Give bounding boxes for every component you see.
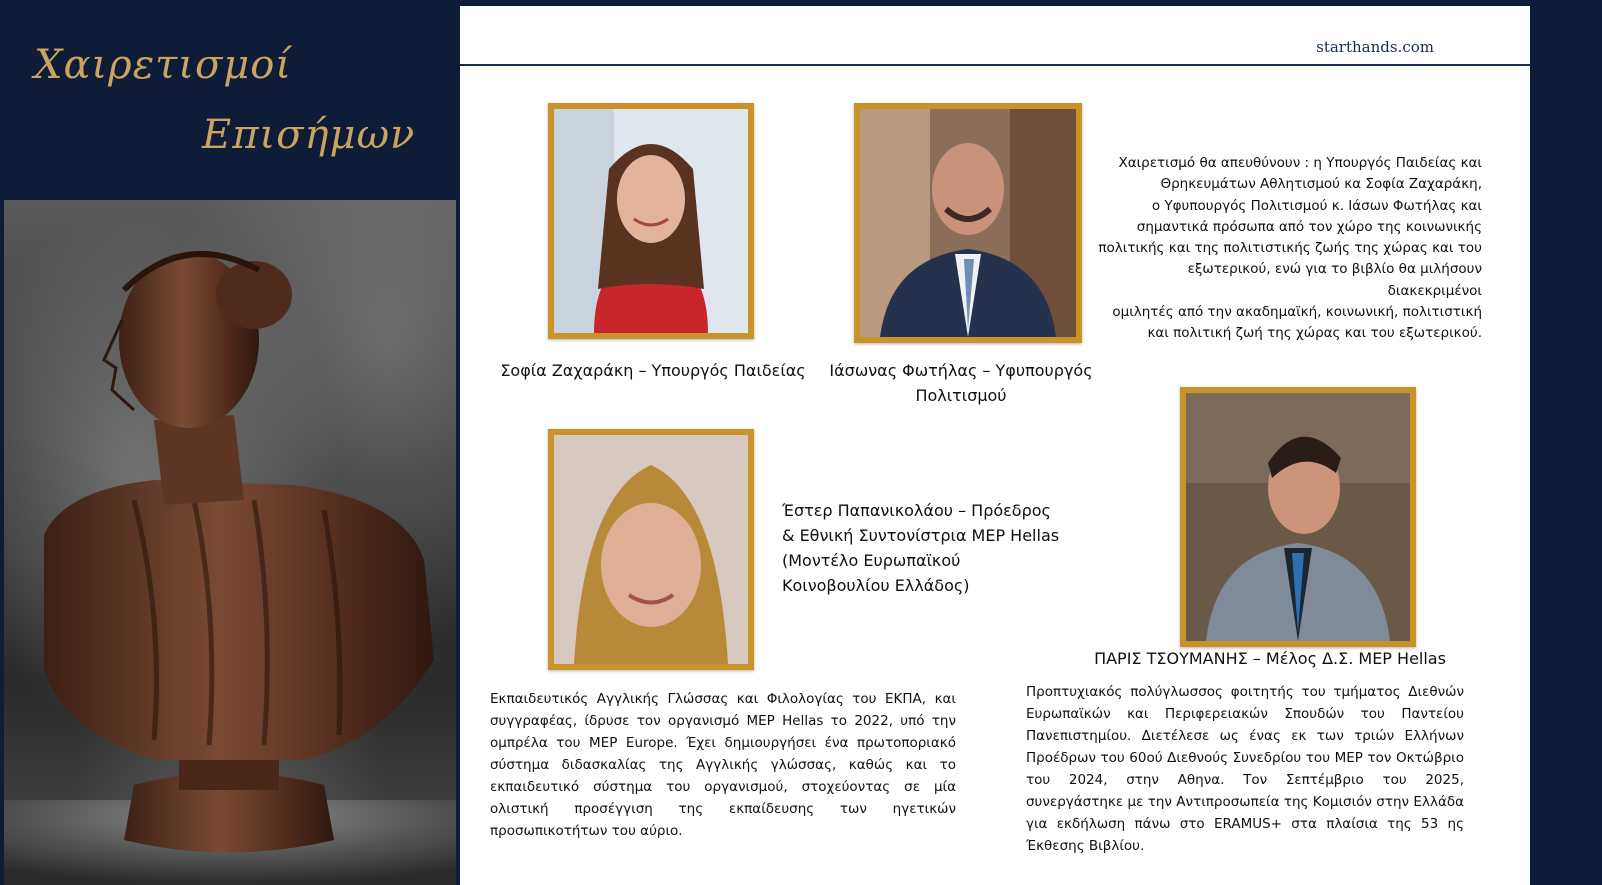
caption-iason xyxy=(806,358,1116,408)
caption-line: ΠΑΡΙΣ ΤΣΟΥΜΑΝΗΣ – Μέλος Δ.Σ. MEP Hellas xyxy=(1094,649,1446,668)
caption-paris xyxy=(1070,646,1470,671)
caption-line: Ιάσωνας Φωτήλας – Υφυπουργός xyxy=(829,361,1093,380)
caption-line: Κοινοβουλίου Ελλάδος) xyxy=(782,576,970,595)
photo-iason-fotilas xyxy=(854,103,1082,343)
right-margin xyxy=(1534,0,1602,885)
bust-photo xyxy=(4,200,456,885)
photo-paris-tsoumanis xyxy=(1180,387,1416,647)
bio-ester: Εκπαιδευτικός Αγγλικής Γλώσσας και Φιλολογίας του ΕΚΠΑ, και συγγραφέας, ίδρυσε τον οργανισμό MEP Hellas το 2022, υπό την ομπρέλα του MEP Europe. Έχει δημιουργήσει ένα πρωτοποριακό σύστημα διδασκαλίας της Αγγλικής γλώσσας, καθώς και το εκπαιδευτικό σύστημα του οργανισμού, στοχεύοντας σε μία ολιστική προσέγγιση της εκπαίδευσης των ηγετικών προσωπικοτήτων του αύριο. xyxy=(490,691,956,839)
caption-line: Έστερ Παπανικολάου – Πρόεδρος xyxy=(782,501,1051,520)
intro-line: Χαιρετισμό θα απευθύνουν : η Υπουργός Παιδείας και xyxy=(1118,155,1482,171)
intro-line: και πολιτική ζωή της χώρας και του εξωτερικού. xyxy=(1147,325,1482,342)
bio-paris: Προπτυχιακός πολύγλωσσος φοιτητής του τμήματος Διεθνών Ευρωπαϊκών και Περιφερειακών Σπουδών του Παντείου Πανεπιστημίου. Διετέλεσε ως ένας εκ των τριών Ελλήνων Προέδρων του 60ού Διεθνούς Συνεδρίου του MEP τον Οκτώβριο του 2024, στην Αθηνα. Τον Σεπτέμβριο του 2025, συνεργάστηκε με την Αντιπροσωπεία της Κομισιόν στην Ελλάδα για εκδήλωση πάνω στο ERAMUS+ στα πλαίσια της 53 ης Έκθεσης Βιβλίου. xyxy=(1026,684,1464,854)
caption-line: Σοφία Ζαχαράκη – Υπουργός Παιδείας xyxy=(500,361,806,380)
title-line-1: Χαιρετισμοί xyxy=(34,42,293,88)
caption-line: Πολιτισμού xyxy=(915,386,1007,405)
caption-ester xyxy=(782,498,1082,598)
caption-sofia xyxy=(488,358,818,383)
intro-line: ομιλητές από την ακαδημαϊκή, κοινωνική, πολιτιστική xyxy=(1112,304,1482,321)
bust-illustration xyxy=(4,200,456,885)
intro-line: Θρηκευμάτων Αθλητισμού κα Σοφία Ζαχαράκη, xyxy=(1160,176,1482,193)
caption-line: & Εθνική Συντονίστρια MEP Hellas xyxy=(782,526,1060,545)
photo-sofia-zacharaki xyxy=(548,103,754,339)
caption-line: (Μοντέλο Ευρωπαϊκού xyxy=(782,551,961,570)
header-divider xyxy=(460,64,1530,66)
title-line-2: Επισήμων xyxy=(202,112,416,158)
photo-ester-papanikolaou xyxy=(548,429,754,670)
left-panel xyxy=(0,0,456,885)
document-page xyxy=(460,6,1530,885)
intro-line: σημαντικά πρόσωπα από τον χώρο της κοινωνικής xyxy=(1136,218,1482,235)
intro-line: πολιτικής και της πολιτιστικής ζωής της χώρας και του xyxy=(1098,240,1482,257)
site-url[interactable]: starthands.com xyxy=(1316,38,1434,56)
intro-paragraph xyxy=(1090,153,1482,345)
intro-line: εξωτερικού, ενώ για το βιβλίο θα μιλήσουν διακεκριμένοι xyxy=(1187,261,1482,299)
intro-line: ο Υφυπουργός Πολιτισμού κ. Ιάσων Φωτήλας και xyxy=(1151,197,1482,214)
